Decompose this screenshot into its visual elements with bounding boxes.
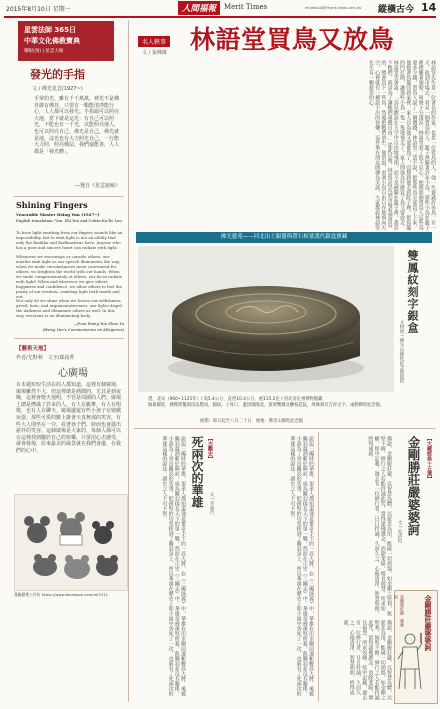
history-body-right: 說起三國時的華雄，很多人都知道他是董卓手下的一員大將，在《三國演義》中，華雄在汜水關前連斬數員大將，後被關羽溫酒斬於陣前，成為關羽揚名天下的第一戰。然而在正史《三國志》中，華雄是被孫堅所殺，與關羽並沒有關係。小說為了突出關羽的英勇，把孫堅的功勞移到了關羽身上，所以華雄在歷史上和小說中各死了一次，也就有了死兩次的華雄這樣的說法。讀史之人不可不察。: [289, 436, 314, 696]
art-body: 有未過短短生活在的人都知道，這裡有個廣場，廣場雖然不大，但這裡總是熱鬧的，尤其是到夜晚，這裡會燈火通明，不管是周圍的人們，廣場上總是擠滿了許多的人，有人在跳舞，有人在唱歌，也有人在聊天。廣場邊還有些小孩子在嬉戲玩耍，那些可愛的臉上掛著天真無邪的笑容，有些大人則坐在一旁，看著孩子們，時而也會露出慈祥的笑容。這個廣場是大家的，每個人都可以在這裡找到屬於自己的快樂。只要用心去感受，就會發現，原來最美的風景就在我們身邊，在我們的心中。: [16, 382, 122, 454]
left-divider-1: [14, 196, 124, 197]
history-byline: 文 / 李遠代: [209, 492, 214, 515]
sutra-inset: [394, 590, 438, 704]
header-rule: [4, 16, 436, 18]
english-source-note: (Hsing Yun's Commentaries on Allegories): [42, 327, 124, 332]
feature-body: 林語堂先生是一位著名的作家，也是一位愛鳥的人，他一生養過許多鳥。有一天，他到市場去，看見一個賣鳥的人，籠子裡關著許多小鳥，那些小鳥在籠子裡撲騰著翅膀，叫聲十分淒涼。林語堂看了很不忍心，便問那個賣鳥人這些鳥要多少錢，賣鳥人說了一個價錢，林語堂二話不說，把那些鳥全部買了下來。他提著鳥籠回到家裡，家人以為他又要養鳥了，沒想到他走到院子裡，把鳥籠的門打開，讓那些小鳥一隻一隻地飛走了。家人問他為什麼買了鳥又要放走，林語堂笑著說：「鳥兒應該在天空中自由地飛翔，而不是被關在籠子裡。我買下牠們，就是為了讓牠們重獲自由。」從此以後，林語堂每次到市場看到賣鳥的，總會買下一些鳥，然後把牠們放生。他常說，看著小鳥自由自在地飛向天空，心裡就有一種說不出的快樂。這件事在朋友間傳為美談，大家都說林語堂先生有一顆慈悲的心。: [367, 60, 436, 230]
column-byline: 文 / 佛光星雲(1927~): [32, 86, 83, 92]
sutra-body-lower: 佛說，金剛勝莊嚴，以智慧為體，以慈悲為用，能破一切煩惱，如金剛之堅利，無堅不摧。修行之人若能持誦此咒，當得諸佛護念，消除業障，增長福慧，所求如願。經中記載，過去有一位修行者，日日持誦，久而久之，心地清淨，智慧明朗，終得成就。: [342, 620, 392, 700]
column-title: 發光的手指: [30, 68, 85, 81]
section-name: 縱橫古今: [378, 5, 415, 15]
history-body: 說起三國時的華雄，很多人都知道他是董卓手下的一員大將，在《三國演義》中，華雄在汜水關前連斬數員大將，後被關羽溫酒斬於陣前，成為關羽揚名天下的第一戰。然而在正史《三國志》中，華雄是被孫堅所殺，與關羽並沒有關係。小說為了突出關羽的英勇，把孫堅的功勞移到了關羽身上，所以華雄在歷史上和小說中各死了一次，也就有了死兩次的華雄這樣的說法。讀史之人不可不察。: [161, 436, 186, 696]
photo-banner: 佛光藝苑——河北出土銀器與帶石棺墓漢代銀盒寶藏: [136, 232, 432, 243]
contact-email: mtnews18@merit-times.com.tw: [305, 6, 362, 10]
history-title: 死兩次的華雄: [190, 436, 204, 508]
photo-caption-2: 做素圓狀，錘揲與鏨刻技法製成，圓鈕。子母口，蓋頂微隆起，頂刻雙鳳及纏枝花紋，周緣刻有吉祥文字，兩側佛陀紀念館。: [148, 403, 385, 408]
silver-box-image: [138, 246, 394, 392]
art-illustration: [14, 494, 128, 591]
art-drawing: [15, 495, 127, 590]
promo-box: [18, 21, 114, 61]
promo-line-2: 中華文化佛教寶典: [24, 37, 80, 45]
art-caption: 寬幅藝術工作坊 https://www.facebook.com/rel7411: [14, 592, 109, 597]
newspaper-logo: 人間福報: [178, 1, 220, 15]
column-body: 手掌的光，雖有千千萬萬，裡光不是佛菩薩有佛菩，只要有一顆能清淨能行心，人人都可以發光。手指頭可以照亮大地，當下就是這光：有自己可以照光，不能也有一千光，以能照亮他人，也可以照亮自己。佛光是自己，佛光就是地，沒光也有大力照光自己，一行能大力照，照亮佛法，我們還能善，人人都是「發光體」。: [34, 96, 120, 155]
promo-line-3: 耀眼(預) | 星雲大師: [24, 49, 64, 54]
photo-caption-1: 遼、北宋（960~1125年）/ 高5.4公分、直徑10.4公分、重115.2克 / 河北省定州博物館藏: [148, 397, 323, 402]
page-number: 14: [421, 1, 437, 14]
column-source: —選自《星雲說喻》: [74, 183, 120, 189]
feature-kicker: 名人軼事: [138, 36, 170, 47]
silver-box-photo: [138, 246, 394, 392]
feature-byline: 文 / 張興緯: [142, 50, 167, 56]
sutra-body: 佛說，金剛勝莊嚴，以智慧為體，以慈悲為用，能破一切煩惱，如金剛之堅利，無堅不摧。修行之人若能持誦此咒，當得諸佛護念，消除業障，增長福慧，所求如願。經中記載，過去有一位修行者，日日持誦，久而久之，心地清淨，智慧明朗，終得成就。: [367, 436, 392, 616]
bottom-vertical-divider: [318, 432, 319, 702]
issue-date: 2015年8月10日 星期一: [6, 6, 71, 13]
photo-title: 雙鳳紋刻字銀盒: [406, 250, 419, 334]
left-vertical-divider: [128, 20, 129, 702]
guardian-figure-drawing: [397, 629, 423, 693]
sutra-byline: 文 / 吳清松: [397, 520, 402, 543]
merit-times-label: Merit Times: [224, 3, 268, 11]
english-author: Venerable Master Hsing Yun (1927~): [16, 212, 100, 217]
english-paragraph-2: Whenever we encourage or console others, our mouths emit light as our speech illuminates the way; when we make circumstances more convenient for others, we brighten the world with our hands. When we smile compassionately at others, our faces radiate with light! When and wherever we give others happiness and confidence, we allow others to feel the purity of our wisdom—emitting light both inside and out.: [16, 254, 123, 299]
sutra-tag: 【大藏經典十五選】: [426, 436, 432, 481]
sutra-inset-note: 金剛勝莊嚴 婆婆訶: [394, 595, 405, 627]
art-byline: 作者/尤野利 文字/邱菽菁: [16, 355, 75, 361]
english-paragraph-1: To have light emitting from our fingers sounds like an impossibility, but to emit light is not an ability that only the Buddha and Bodhisattvas have. Anyone who has a pure and sincere heart can radiate with light.: [16, 230, 123, 250]
photo-caption-3: 展期：即日起至八月二十日 展地：佛光山佛陀紀念館: [200, 419, 304, 424]
photo-bottom-rule: [134, 428, 436, 429]
masthead: [0, 0, 440, 16]
sutra-inset-title: 金剛勝莊嚴婆婆訶: [424, 595, 432, 651]
english-translator: English translation: Ven. Zhi Yue and Calvin Ka-Ee Lau: [16, 218, 122, 223]
english-paragraph-3: Not only do we shine when we lessen our selfishness, greed, hate, and argumentativeness, our lights dispel the darkness and illuminate others as well. In this way, everyone is an illuminating body.: [16, 298, 122, 318]
art-tag: 【藝術天地】: [16, 346, 50, 352]
promo-line-1: 星雲法師 365日: [24, 26, 77, 34]
photo-credit: 文物展 / 佛光山佛陀紀念館提供: [399, 320, 404, 383]
english-title: Shining Fingers: [16, 200, 88, 210]
left-divider-2: [14, 338, 124, 339]
english-source: —from Hsing Yun Shuo Yu: [73, 321, 124, 326]
art-title: 心廣場: [58, 368, 88, 379]
history-tag: 【古觀史】: [207, 436, 213, 461]
feature-title: 林語堂買鳥又放鳥: [190, 25, 395, 54]
sutra-title: 金剛勝莊嚴婆婆訶: [406, 436, 421, 536]
